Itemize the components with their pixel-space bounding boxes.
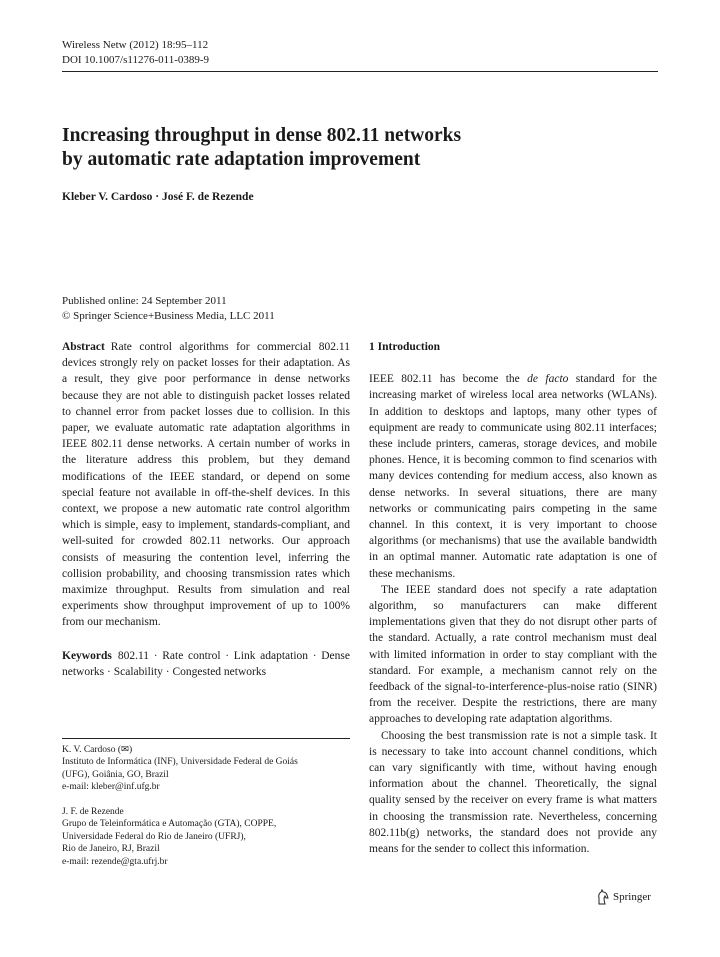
footnote-author-1-affiliation-2: (UFG), Goiânia, GO, Brazil [62, 769, 169, 780]
keywords-label: Keywords [62, 649, 112, 662]
publication-info [62, 294, 275, 323]
keywords-text: 802.11 · Rate control · Link adaptation · Dense networks · Scalability · Congested networks [62, 649, 350, 678]
left-column [62, 339, 350, 680]
footnote-author-1-affiliation-1: Instituto de Informática (INF), Universidade Federal de Goiás [62, 757, 298, 768]
right-column [369, 339, 657, 857]
footnote-author-2-name: J. F. de Rezende [62, 807, 124, 817]
publisher-name: Springer [613, 891, 651, 903]
footnote-author-1-name: K. V. Cardoso (✉) [62, 745, 133, 755]
footnote-author-2-affiliation-2: Universidade Federal do Rio de Janeiro (UFRJ), [62, 831, 246, 842]
footnote-author-1 [62, 744, 352, 794]
header-divider [62, 71, 658, 72]
intro-p1-after: standard for the increasing market of wireless local area networks (WLANs). In addition to desktops and laptops, many other types of equipment are ready to communicate using 802.11 interfaces; these include printers, cameras, storage devices, and mobile phones. Hence, it is becoming common to find scenarios with many devices contending for medium access, also known as dense networks. In several situations, there are many networks or communicating pairs competing in the same channel. In this context, it is very important to choose algorithms (or mechanisms) that use the available bandwidth in an optimal manner. Automatic rate adaptation is one of these mechanisms. [369, 373, 657, 580]
publisher-logo [596, 889, 651, 905]
paper-title [62, 124, 662, 172]
title-line-1: Increasing throughput in dense 802.11 networks [62, 125, 462, 146]
footnote-author-1-email[interactable]: e-mail: kleber@inf.ufg.br [62, 782, 160, 793]
abstract-text: Rate control algorithms for commercial 802.11 devices strongly rely on packet losses for their adaptation. As a result, they give poor performance in dense networks because they are not able to distinguish packet losses related to channel error from packet losses due to collision. In this paper, we evaluate automatic rate adaptation algorithms in IEEE 802.11 dense networks. A certain number of works in the literature address this problem, but they demand modifications of the IEEE standard, or depend on some special feature not available in off-the-shelf devices. In this context, we propose a new automatic rate control algorithm which is simple, easy to implement, standards-compliant, and well-suited for crowded 802.11 networks. Our approach consists of measuring the contention level, inferring the collision probability, and choosing transmission rates which maximize throughput. Results from simulation and real experiments show throughput improvement of up to 100% from our mechanism. [62, 341, 350, 629]
intro-p1-italic: de facto [527, 373, 569, 386]
author-list: Kleber V. Cardoso · José F. de Rezende [62, 191, 254, 203]
journal-header [62, 38, 209, 68]
footnote-author-2-email[interactable]: e-mail: rezende@gta.ufrj.br [62, 856, 168, 867]
footnote-author-2 [62, 806, 352, 868]
published-online-date: Published online: 24 September 2011 [62, 295, 227, 307]
intro-paragraph-3: Choosing the best transmission rate is not a simple task. It is necessary to take into account channel conditions, which can vary significantly with time, without having enough information about the channel. Theoretically, the signal quality sensed by the receiver on every frame is what matters in choosing the transmission rate. Nevertheless, concerning 802.11b(g) networks, the standard does not provide any means for the sender to collect this information. [369, 729, 657, 856]
keywords [62, 648, 350, 680]
intro-paragraph-1 [369, 371, 657, 582]
springer-horse-icon [596, 889, 610, 905]
journal-doi: DOI 10.1007/s11276-011-0389-9 [62, 54, 210, 66]
section-heading-introduction: 1 Introduction [369, 341, 441, 353]
footnote-author-2-affiliation-3: Rio de Janeiro, RJ, Brazil [62, 844, 160, 855]
footnote-divider [62, 738, 350, 739]
intro-paragraph-2: The IEEE standard does not specify a rate adaptation algorithm, so manufacturers can make different implementations given that they do not disrupt other parts of the standard. Actually, a rate control mechanism must deal with limited information in order to stay compliant with the standard. For example, a mechanism cannot rely on the feedback of the signal-to-interference-plus-noise ratio (SINR) from the receiver. Despite the restrictions, there are many approaches to developing rate adaptation algorithms. [369, 583, 657, 726]
intro-p1-before: IEEE 802.11 has become the [369, 373, 528, 386]
title-line-2: by automatic rate adaptation improvement [62, 149, 421, 170]
footnote-author-2-affiliation-1: Grupo de Teleinformática e Automação (GTA), COPPE, [62, 819, 277, 830]
copyright-notice: © Springer Science+Business Media, LLC 2011 [62, 309, 275, 322]
abstract-label: Abstract [62, 341, 105, 353]
journal-citation: Wireless Netw (2012) 18:95–112 [62, 39, 209, 51]
abstract [62, 339, 350, 631]
